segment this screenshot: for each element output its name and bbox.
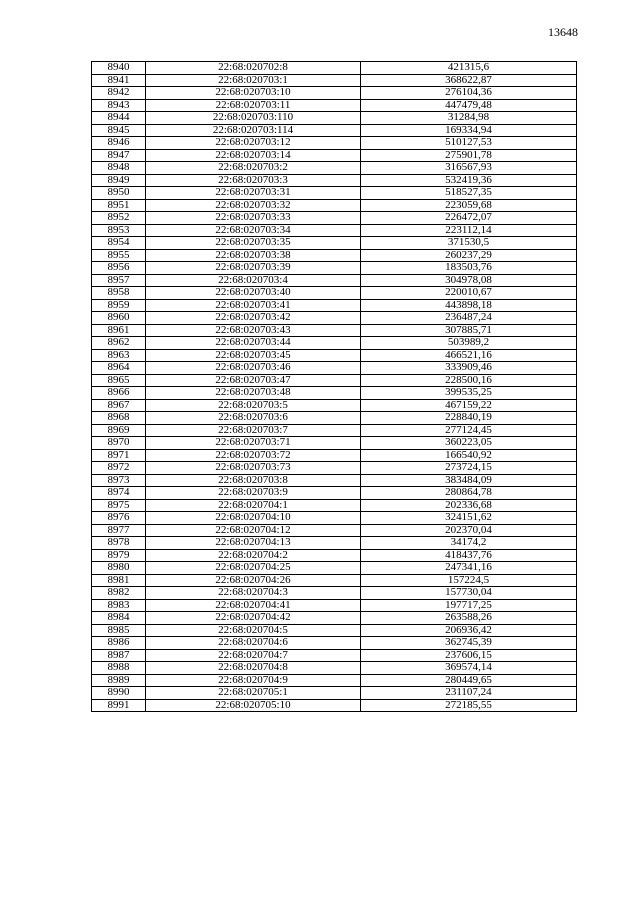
row-number-cell: 8973 — [92, 474, 146, 487]
cadastral-value-cell: 276104,36 — [361, 87, 577, 100]
row-number-cell: 8990 — [92, 687, 146, 700]
table-row — [92, 237, 577, 250]
cadastral-number-cell: 22:68:020703:5 — [146, 399, 361, 412]
table-row — [92, 387, 577, 400]
cadastral-value-cell: 166540,92 — [361, 449, 577, 462]
table-row — [92, 299, 577, 312]
cadastral-value-cell: 197717,25 — [361, 599, 577, 612]
cadastral-number-cell: 22:68:020703:3 — [146, 174, 361, 187]
cadastral-value-cell: 503989,2 — [361, 337, 577, 350]
table-body — [92, 62, 577, 712]
cadastral-number-cell: 22:68:020703:8 — [146, 474, 361, 487]
cadastral-number-cell: 22:68:020703:32 — [146, 199, 361, 212]
table-row — [92, 662, 577, 675]
cadastral-number-cell: 22:68:020703:34 — [146, 224, 361, 237]
cadastral-value-cell: 443898,18 — [361, 299, 577, 312]
table-row — [92, 599, 577, 612]
cadastral-value-cell: 324151,62 — [361, 512, 577, 525]
row-number-cell: 8954 — [92, 237, 146, 250]
cadastral-value-cell: 183503,76 — [361, 262, 577, 275]
cadastral-number-cell: 22:68:020703:43 — [146, 324, 361, 337]
row-number-cell: 8958 — [92, 287, 146, 300]
table-row — [92, 487, 577, 500]
table-row — [92, 287, 577, 300]
cadastral-number-cell: 22:68:020703:33 — [146, 212, 361, 225]
row-number-cell: 8987 — [92, 649, 146, 662]
row-number-cell: 8985 — [92, 624, 146, 637]
table-row — [92, 624, 577, 637]
cadastral-number-cell: 22:68:020704:26 — [146, 574, 361, 587]
cadastral-number-cell: 22:68:020703:47 — [146, 374, 361, 387]
row-number-cell: 8976 — [92, 512, 146, 525]
cadastral-value-cell: 447479,48 — [361, 99, 577, 112]
table-row — [92, 99, 577, 112]
table-row — [92, 574, 577, 587]
cadastral-number-cell: 22:68:020704:1 — [146, 499, 361, 512]
table-row — [92, 174, 577, 187]
table-row — [92, 412, 577, 425]
cadastral-number-cell: 22:68:020704:9 — [146, 674, 361, 687]
table-row — [92, 524, 577, 537]
cadastral-value-cell: 34174,2 — [361, 537, 577, 550]
row-number-cell: 8959 — [92, 299, 146, 312]
cadastral-number-cell: 22:68:020704:25 — [146, 562, 361, 575]
cadastral-number-cell: 22:68:020703:1 — [146, 74, 361, 87]
table-row — [92, 74, 577, 87]
cadastral-number-cell: 22:68:020703:9 — [146, 487, 361, 500]
row-number-cell: 8969 — [92, 424, 146, 437]
row-number-cell: 8977 — [92, 524, 146, 537]
row-number-cell: 8981 — [92, 574, 146, 587]
cadastral-number-cell: 22:68:020703:48 — [146, 387, 361, 400]
table-row — [92, 62, 577, 75]
table-row — [92, 687, 577, 700]
cadastral-value-cell: 532419,36 — [361, 174, 577, 187]
cadastral-value-cell: 369574,14 — [361, 662, 577, 675]
row-number-cell: 8957 — [92, 274, 146, 287]
row-number-cell: 8943 — [92, 99, 146, 112]
row-number-cell: 8963 — [92, 349, 146, 362]
cadastral-value-cell: 263588,26 — [361, 612, 577, 625]
cadastral-number-cell: 22:68:020702:8 — [146, 62, 361, 75]
cadastral-value-cell: 421315,6 — [361, 62, 577, 75]
table-row — [92, 474, 577, 487]
table-row — [92, 649, 577, 662]
row-number-cell: 8950 — [92, 187, 146, 200]
cadastral-number-cell: 22:68:020704:8 — [146, 662, 361, 675]
row-number-cell: 8978 — [92, 537, 146, 550]
cadastral-value-cell: 228840,19 — [361, 412, 577, 425]
row-number-cell: 8972 — [92, 462, 146, 475]
cadastral-value-cell: 157730,04 — [361, 587, 577, 600]
cadastral-value-cell: 275901,78 — [361, 149, 577, 162]
cadastral-value-cell: 518527,35 — [361, 187, 577, 200]
cadastral-number-cell: 22:68:020703:46 — [146, 362, 361, 375]
row-number-cell: 8956 — [92, 262, 146, 275]
cadastral-number-cell: 22:68:020704:12 — [146, 524, 361, 537]
cadastral-number-cell: 22:68:020704:10 — [146, 512, 361, 525]
cadastral-number-cell: 22:68:020703:6 — [146, 412, 361, 425]
row-number-cell: 8953 — [92, 224, 146, 237]
cadastral-value-cell: 304978,08 — [361, 274, 577, 287]
cadastral-value-cell: 202370,04 — [361, 524, 577, 537]
row-number-cell: 8970 — [92, 437, 146, 450]
cadastral-value-cell: 333909,46 — [361, 362, 577, 375]
cadastral-value-cell: 362745,39 — [361, 637, 577, 650]
cadastral-number-cell: 22:68:020703:35 — [146, 237, 361, 250]
row-number-cell: 8948 — [92, 162, 146, 175]
table-row — [92, 324, 577, 337]
cadastral-number-cell: 22:68:020704:5 — [146, 624, 361, 637]
table-row — [92, 674, 577, 687]
cadastral-number-cell: 22:68:020704:13 — [146, 537, 361, 550]
cadastral-number-cell: 22:68:020703:114 — [146, 124, 361, 137]
row-number-cell: 8952 — [92, 212, 146, 225]
table-row — [92, 699, 577, 712]
table-row — [92, 224, 577, 237]
cadastral-value-cell: 226472,07 — [361, 212, 577, 225]
table-row — [92, 374, 577, 387]
row-number-cell: 8968 — [92, 412, 146, 425]
cadastral-value-cell: 399535,25 — [361, 387, 577, 400]
cadastral-value-cell: 237606,15 — [361, 649, 577, 662]
row-number-cell: 8944 — [92, 112, 146, 125]
table-row — [92, 449, 577, 462]
row-number-cell: 8974 — [92, 487, 146, 500]
cadastral-number-cell: 22:68:020703:44 — [146, 337, 361, 350]
cadastral-value-table — [91, 61, 577, 712]
table-row — [92, 337, 577, 350]
row-number-cell: 8980 — [92, 562, 146, 575]
table-row — [92, 187, 577, 200]
cadastral-number-cell: 22:68:020703:11 — [146, 99, 361, 112]
cadastral-number-cell: 22:68:020703:10 — [146, 87, 361, 100]
cadastral-value-cell: 236487,24 — [361, 312, 577, 325]
table-row — [92, 87, 577, 100]
table-row — [92, 399, 577, 412]
row-number-cell: 8955 — [92, 249, 146, 262]
cadastral-value-cell: 368622,87 — [361, 74, 577, 87]
cadastral-number-cell: 22:68:020703:14 — [146, 149, 361, 162]
row-number-cell: 8984 — [92, 612, 146, 625]
cadastral-value-cell: 280449,65 — [361, 674, 577, 687]
cadastral-number-cell: 22:68:020704:2 — [146, 549, 361, 562]
cadastral-value-cell: 247341,16 — [361, 562, 577, 575]
row-number-cell: 8951 — [92, 199, 146, 212]
cadastral-number-cell: 22:68:020704:7 — [146, 649, 361, 662]
cadastral-value-cell: 467159,22 — [361, 399, 577, 412]
cadastral-value-cell: 371530,5 — [361, 237, 577, 250]
cadastral-value-cell: 466521,16 — [361, 349, 577, 362]
row-number-cell: 8971 — [92, 449, 146, 462]
cadastral-value-cell: 418437,76 — [361, 549, 577, 562]
table-row — [92, 124, 577, 137]
cadastral-number-cell: 22:68:020705:10 — [146, 699, 361, 712]
row-number-cell: 8991 — [92, 699, 146, 712]
row-number-cell: 8961 — [92, 324, 146, 337]
row-number-cell: 8962 — [92, 337, 146, 350]
row-number-cell: 8975 — [92, 499, 146, 512]
cadastral-number-cell: 22:68:020703:2 — [146, 162, 361, 175]
cadastral-value-cell: 383484,09 — [361, 474, 577, 487]
table-row — [92, 349, 577, 362]
cadastral-value-cell: 510127,53 — [361, 137, 577, 150]
cadastral-value-cell: 31284,98 — [361, 112, 577, 125]
cadastral-number-cell: 22:68:020703:38 — [146, 249, 361, 262]
table-row — [92, 149, 577, 162]
row-number-cell: 8965 — [92, 374, 146, 387]
table-row — [92, 212, 577, 225]
table-row — [92, 562, 577, 575]
cadastral-value-cell: 223059,68 — [361, 199, 577, 212]
row-number-cell: 8983 — [92, 599, 146, 612]
cadastral-value-cell: 307885,71 — [361, 324, 577, 337]
cadastral-number-cell: 22:68:020703:73 — [146, 462, 361, 475]
cadastral-number-cell: 22:68:020703:42 — [146, 312, 361, 325]
cadastral-number-cell: 22:68:020704:6 — [146, 637, 361, 650]
cadastral-number-cell: 22:68:020703:71 — [146, 437, 361, 450]
table-row — [92, 512, 577, 525]
row-number-cell: 8940 — [92, 62, 146, 75]
table-row — [92, 437, 577, 450]
row-number-cell: 8982 — [92, 587, 146, 600]
cadastral-number-cell: 22:68:020704:3 — [146, 587, 361, 600]
cadastral-value-cell: 169334,94 — [361, 124, 577, 137]
row-number-cell: 8966 — [92, 387, 146, 400]
table-row — [92, 549, 577, 562]
cadastral-value-cell: 223112,14 — [361, 224, 577, 237]
cadastral-value-cell: 316567,93 — [361, 162, 577, 175]
table-row — [92, 274, 577, 287]
page-number: 13648 — [548, 25, 578, 39]
cadastral-number-cell: 22:68:020703:31 — [146, 187, 361, 200]
table-row — [92, 199, 577, 212]
cadastral-number-cell: 22:68:020703:39 — [146, 262, 361, 275]
cadastral-number-cell: 22:68:020703:41 — [146, 299, 361, 312]
cadastral-value-cell: 231107,24 — [361, 687, 577, 700]
cadastral-value-cell: 277124,45 — [361, 424, 577, 437]
cadastral-number-cell: 22:68:020704:41 — [146, 599, 361, 612]
row-number-cell: 8988 — [92, 662, 146, 675]
cadastral-value-cell: 220010,67 — [361, 287, 577, 300]
row-number-cell: 8960 — [92, 312, 146, 325]
cadastral-number-cell: 22:68:020703:40 — [146, 287, 361, 300]
cadastral-value-cell: 202336,68 — [361, 499, 577, 512]
row-number-cell: 8947 — [92, 149, 146, 162]
row-number-cell: 8986 — [92, 637, 146, 650]
table-row — [92, 587, 577, 600]
cadastral-number-cell: 22:68:020703:7 — [146, 424, 361, 437]
table-row — [92, 612, 577, 625]
row-number-cell: 8949 — [92, 174, 146, 187]
table-row — [92, 362, 577, 375]
cadastral-number-cell: 22:68:020704:42 — [146, 612, 361, 625]
table-row — [92, 262, 577, 275]
cadastral-number-cell: 22:68:020703:12 — [146, 137, 361, 150]
table-row — [92, 462, 577, 475]
table-row — [92, 312, 577, 325]
cadastral-number-cell: 22:68:020703:72 — [146, 449, 361, 462]
cadastral-value-cell: 228500,16 — [361, 374, 577, 387]
cadastral-value-cell: 272185,55 — [361, 699, 577, 712]
cadastral-value-cell: 260237,29 — [361, 249, 577, 262]
row-number-cell: 8989 — [92, 674, 146, 687]
table-row — [92, 137, 577, 150]
row-number-cell: 8964 — [92, 362, 146, 375]
cadastral-number-cell: 22:68:020703:4 — [146, 274, 361, 287]
row-number-cell: 8942 — [92, 87, 146, 100]
table-row — [92, 162, 577, 175]
cadastral-number-cell: 22:68:020703:110 — [146, 112, 361, 125]
row-number-cell: 8967 — [92, 399, 146, 412]
cadastral-value-cell: 280864,78 — [361, 487, 577, 500]
cadastral-number-cell: 22:68:020703:45 — [146, 349, 361, 362]
row-number-cell: 8941 — [92, 74, 146, 87]
cadastral-number-cell: 22:68:020705:1 — [146, 687, 361, 700]
table-row — [92, 112, 577, 125]
table-row — [92, 424, 577, 437]
cadastral-value-cell: 273724,15 — [361, 462, 577, 475]
table-row — [92, 499, 577, 512]
table-row — [92, 249, 577, 262]
row-number-cell: 8946 — [92, 137, 146, 150]
table-row — [92, 537, 577, 550]
row-number-cell: 8979 — [92, 549, 146, 562]
cadastral-value-cell: 360223,05 — [361, 437, 577, 450]
row-number-cell: 8945 — [92, 124, 146, 137]
cadastral-value-cell: 206936,42 — [361, 624, 577, 637]
cadastral-value-cell: 157224,5 — [361, 574, 577, 587]
table-row — [92, 637, 577, 650]
